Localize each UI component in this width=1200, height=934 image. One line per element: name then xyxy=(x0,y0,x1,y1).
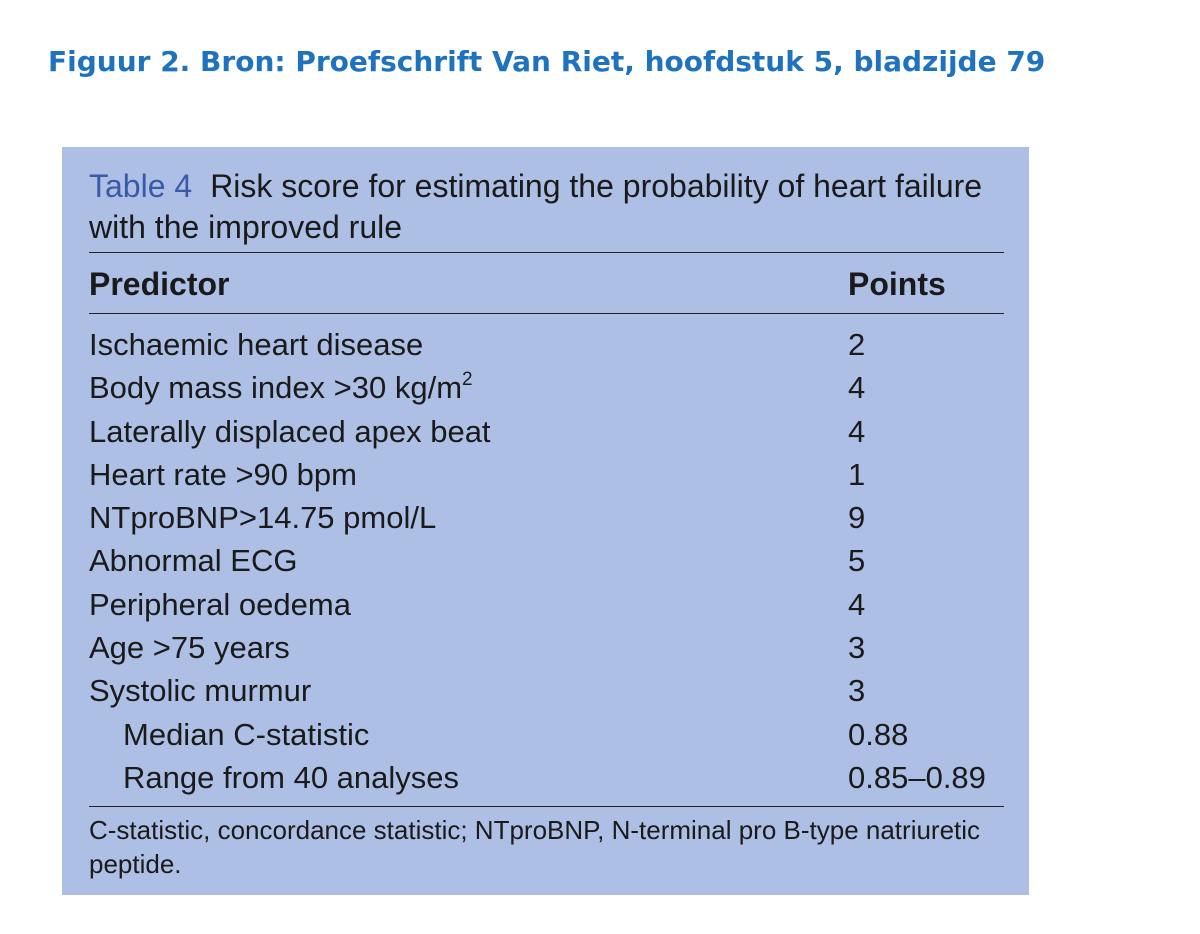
table-body xyxy=(89,323,1004,799)
table-title-text: Risk score for estimating the probability of heart failure with the improved rule xyxy=(89,168,983,245)
points-cell: 2 xyxy=(848,327,866,362)
table-row xyxy=(89,756,1004,799)
points-cell: 9 xyxy=(848,500,866,536)
risk-score-table xyxy=(62,147,1029,895)
points-cell: 3 xyxy=(848,673,866,709)
statistic-label-cell: Median C-statistic xyxy=(123,716,370,752)
statistic-value-cell: 0.85–0.89 xyxy=(848,759,986,795)
table-row xyxy=(89,410,1004,453)
table-row xyxy=(89,496,1004,539)
unit-superscript: 2 xyxy=(462,369,473,391)
points-cell: 4 xyxy=(848,370,866,406)
table-title xyxy=(89,166,1009,248)
predictor-cell: Heart rate >90 bpm xyxy=(89,456,357,492)
table-bottom-rule xyxy=(89,806,1004,807)
predictor-cell: Laterally displaced apex beat xyxy=(89,413,491,449)
table-row xyxy=(89,366,1004,409)
predictor-cell: Abnormal ECG xyxy=(89,543,298,579)
table-header-rule xyxy=(89,313,1004,314)
statistic-label-cell: Range from 40 analyses xyxy=(123,759,460,795)
table-row xyxy=(89,713,1004,756)
table-row xyxy=(89,453,1004,496)
table-row xyxy=(89,583,1004,626)
table-label: Table 4 xyxy=(89,168,193,204)
table-footnote: C-statistic, concordance statistic; NTproBNP, N-terminal pro B-type natriuretic peptide. xyxy=(89,815,981,879)
table-row xyxy=(89,626,1004,669)
table-row xyxy=(89,669,1004,712)
predictor-cell: Peripheral oedema xyxy=(89,586,351,622)
points-cell: 3 xyxy=(848,630,866,666)
table-header-row xyxy=(89,262,1004,306)
table-row xyxy=(89,323,1004,366)
points-cell: 4 xyxy=(848,586,866,622)
predictor-text: Body mass index >30 kg/m xyxy=(89,370,463,406)
figure-caption: Figuur 2. Bron: Proefschrift Van Riet, hoofdstuk 5, bladzijde 79 xyxy=(48,45,1046,78)
predictor-cell xyxy=(89,366,473,409)
predictor-cell: Ischaemic heart disease xyxy=(89,327,424,362)
predictor-cell: Systolic murmur xyxy=(89,673,312,709)
points-cell: 5 xyxy=(848,543,866,579)
points-cell: 4 xyxy=(848,413,866,449)
predictor-cell: NTproBNP>14.75 pmol/L xyxy=(89,500,437,536)
column-header-predictor: Predictor xyxy=(89,266,230,302)
column-header-points: Points xyxy=(848,266,946,302)
points-cell: 1 xyxy=(848,456,866,492)
statistic-value-cell: 0.88 xyxy=(848,716,909,752)
table-row xyxy=(89,539,1004,582)
predictor-cell: Age >75 years xyxy=(89,630,290,666)
table-top-rule xyxy=(89,252,1004,253)
